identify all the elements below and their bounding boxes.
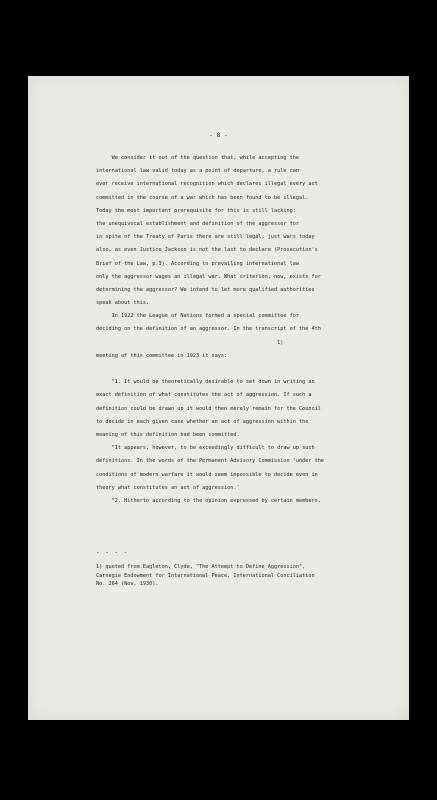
text-line: In 1922 the League of Nations formed a special committee for bbox=[96, 313, 300, 320]
footnote-line: 1) quoted from Eagleton, Clyde, "The Attempt to Define Aggression", bbox=[96, 564, 306, 570]
page-number: - 8 - bbox=[209, 132, 228, 139]
text-line: the unequivocal establishment and definition of the aggressor for bbox=[96, 220, 300, 227]
footnote-line: No. 264 (Nov. 1930). bbox=[96, 581, 159, 588]
text-line: to decide in each given case whether an act of aggression within the bbox=[96, 418, 309, 425]
text-line: 1) bbox=[96, 339, 284, 346]
footnote bbox=[96, 563, 315, 589]
text-line: speak about this. bbox=[96, 300, 150, 307]
text-line: "1. It would be theoretically desirable to set down in writing an bbox=[96, 379, 315, 386]
text-line: Today the most important prerequisite for this is still lacking: bbox=[96, 207, 296, 214]
footnote-separator: - - - - bbox=[96, 549, 129, 556]
text-line: conditions of modern warfare it would seem impossible to decide even in bbox=[96, 471, 318, 478]
document-page bbox=[28, 76, 409, 720]
text-line: We consider it out of the question that, while accepting the bbox=[96, 155, 300, 161]
text-line: theory what constitutes an act of aggression.' bbox=[96, 484, 240, 491]
text-line: Brief of the Law, p.3). According to prevailing international law bbox=[96, 260, 300, 267]
text-line: "It appears, however, to be exceedingly difficult to draw up such bbox=[96, 445, 315, 452]
text-line: definitions. In the words of the Permanent Advisory Commission 'under the bbox=[96, 458, 324, 465]
text-line: ever receive international recognition which declares illegal every act bbox=[96, 181, 318, 188]
text-line: also, as even Justice Jackson is not the last to declare (Prosecution's bbox=[96, 247, 318, 254]
text-line: international law valid today as a point of departure, a rule can bbox=[96, 168, 300, 175]
text-line: definition could be drawn up it would then merely remain for the Council bbox=[96, 405, 321, 412]
text-line: in spite of the Treaty of Paris there are still legal, just wars today bbox=[96, 234, 315, 241]
text-line: committed in the course of a war which has been found to be illegal. bbox=[96, 194, 309, 201]
text-line: only the aggressor wages an illegal war. What criterion, now, exists for bbox=[96, 273, 321, 280]
text-line: determining the aggressor? We intend to let more qualified authorities bbox=[96, 286, 315, 293]
footnote-line: Carnegie Endowment for International Peace, International Conciliation bbox=[96, 572, 315, 579]
text-line: deciding on the definition of an aggressor. In the transcript of the 4th bbox=[96, 326, 321, 333]
text-line: exact definition of what constitutes the act of aggression. If such a bbox=[96, 392, 312, 399]
text-line: meeting of this committee in 1923 it says: bbox=[96, 352, 228, 359]
text-line bbox=[96, 363, 396, 376]
text-line: "2. Hitherto according to the opinion expressed by certain members, bbox=[96, 497, 321, 504]
body-text bbox=[96, 152, 396, 508]
text-line: meaning of this definition had been committed. bbox=[96, 431, 240, 438]
